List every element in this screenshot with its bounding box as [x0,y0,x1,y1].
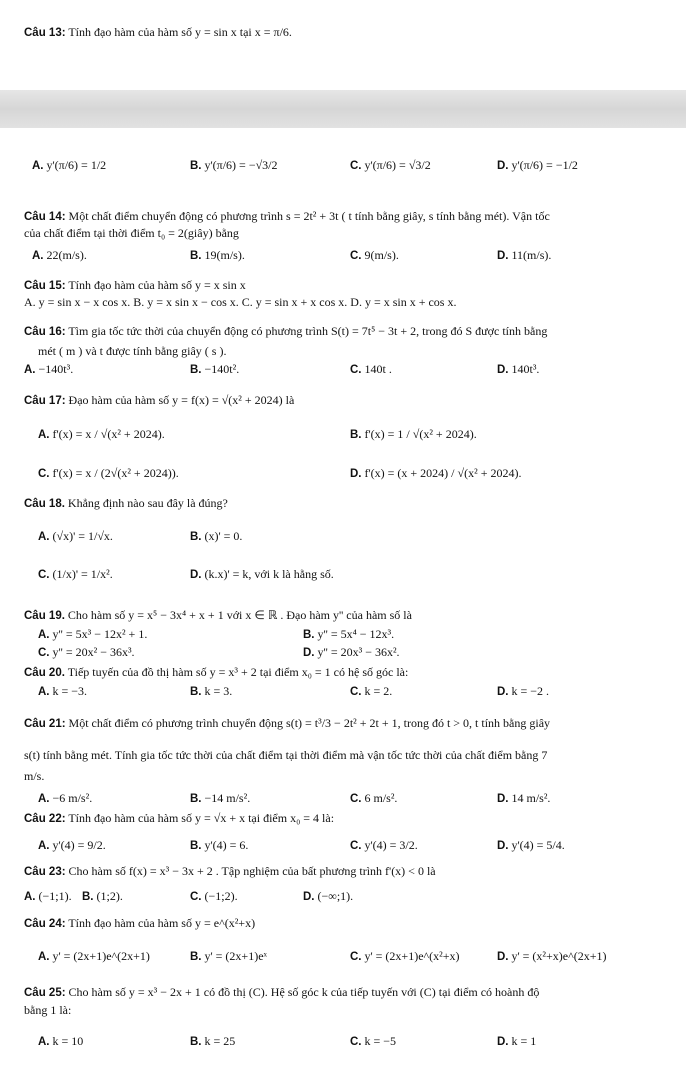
answer-option: B. (x)' = 0. [190,529,243,543]
answer-option: A. y'(4) = 9/2. [38,838,106,852]
answer-option: C. y'(4) = 3/2. [350,838,418,852]
answer-option: D. 11(m/s). [497,248,552,262]
answer-option: A. y' = (2x+1)e^(2x+1) [38,949,150,963]
answer-option: B. −140t². [190,362,240,376]
answer-option: B. y'(4) = 6. [190,838,249,852]
answer-option: A. −140t³. [24,362,74,376]
answer-option: D. 140t³. [497,362,540,376]
option-d: D. y'(π/6) = −1/2 [497,158,578,172]
answer-option: A. (−1;1). [24,889,72,903]
answer-option: D. f'(x) = (x + 2024) / √(x² + 2024). [350,466,522,480]
answer-option: A. f'(x) = x / √(x² + 2024). [38,427,165,441]
question-22: Câu 22: Tính đạo hàm của hàm số y = √x + x tại điểm x₀ = 4 là: [24,811,335,825]
answer-option: D. y'(4) = 5/4. [497,838,565,852]
answer-option: D. y' = (x²+x)e^(2x+1) [497,949,607,963]
question-18: Câu 18. Khẳng định nào sau đây là đúng? [24,496,228,510]
question-14: Câu 14: Một chất điểm chuyển động có phương trình s = 2t² + 3t ( t tính bằng giây, s tính bằng mét). Vận tốc [24,209,550,223]
answer-option: A. 22(m/s). [32,248,87,262]
answer-option: B. 19(m/s). [190,248,245,262]
answer-option: D. k = −2 . [497,684,550,698]
answer-option: D. (k.x)' = k, với k là hằng số. [190,567,334,581]
answer-option: B. k = 3. [190,684,233,698]
question-19: Câu 19. Cho hàm số y = x⁵ − 3x⁴ + x + 1 với x ∈ ℝ . Đạo hàm y'' của hàm số là [24,608,412,622]
option-c: C. y'(π/6) = √3/2 [350,158,431,172]
question-23: Câu 23: Cho hàm số f(x) = x³ − 3x + 2 . Tập nghiệm của bất phương trình f'(x) < 0 là [24,864,436,878]
answer-option: A. (√x)' = 1/√x. [38,529,113,543]
text-line: mét ( m ) và t được tính bằng giây ( s ). [38,344,227,358]
question-13 [24,25,292,40]
question-15: Câu 15: Tính đạo hàm của hàm số y = x sin x [24,278,246,292]
answer-option: B. y' = (2x+1)eˣ [190,949,267,963]
text-line: m/s. [24,769,45,783]
answer-option: B. f'(x) = 1 / √(x² + 2024). [350,427,477,441]
answer-option: C. y' = (2x+1)e^(x²+x) [350,949,460,963]
answer-option: C. y'' = 20x² − 36x³. [38,645,135,659]
question-25: Câu 25: Cho hàm số y = x³ − 2x + 1 có đồ thị (C). Hệ số góc k của tiếp tuyến với (C) tại điểm có hoành độ [24,985,540,999]
question-label: Câu 13: [24,27,66,39]
answer-option: C. (1/x)' = 1/x². [38,567,113,581]
answer-option: B. y'' = 5x⁴ − 12x³. [303,627,395,641]
answer-option: C. 6 m/s². [350,791,398,805]
question-15-options: A. y = sin x − x cos x. B. y = x sin x − cos x. C. y = sin x + x cos x. D. y = x sin x + cos x. [24,295,457,309]
question-text: Tính đạo hàm của hàm số y = sin x tại x = π/6. [68,25,292,39]
page-break-band [0,90,686,128]
question-17: Câu 17: Đạo hàm của hàm số y = f(x) = √(x² + 2024) là [24,393,295,407]
answer-option: A. k = 10 [38,1034,84,1048]
answer-option: B. −14 m/s². [190,791,251,805]
answer-option: D. 14 m/s². [497,791,551,805]
answer-option: D. k = 1 [497,1034,537,1048]
answer-option: C. 140t . [350,362,392,376]
question-24: Câu 24: Tính đạo hàm của hàm số y = e^(x²+x) [24,916,256,930]
option-a: A. y'(π/6) = 1/2 [32,158,107,172]
answer-option: D. (−∞;1). [303,889,354,903]
answer-option: C. k = 2. [350,684,393,698]
option-b: B. y'(π/6) = −√3/2 [190,158,278,172]
answer-option: B. k = 25 [190,1034,236,1048]
question-20: Câu 20. Tiếp tuyến của đồ thị hàm số y = x³ + 2 tại điểm x₀ = 1 có hệ số góc là: [24,665,409,679]
text-line: bằng 1 là: [24,1003,72,1017]
answer-option: C. k = −5 [350,1034,397,1048]
answer-option: C. 9(m/s). [350,248,399,262]
text-line: s(t) tính bằng mét. Tính gia tốc tức thời của chất điểm tại thời điểm mà vận tốc tức thời của chất điểm bằng 7 [24,748,548,762]
answer-option: C. f'(x) = x / (2√(x² + 2024)). [38,466,179,480]
answer-option: B. (1;2). [82,889,123,903]
question-21: Câu 21: Một chất điểm có phương trình chuyển động s(t) = t³/3 − 2t² + 2t + 1, trong đó t > 0, t tính bằng giây [24,716,551,730]
question-16: Câu 16: Tìm gia tốc tức thời của chuyển động có phương trình S(t) = 7t⁵ − 3t + 2, trong đó S được tính bằng [24,324,548,338]
answer-option: A. y'' = 5x³ − 12x² + 1. [38,627,148,641]
answer-option: D. y'' = 20x³ − 36x². [303,645,400,659]
answer-option: A. k = −3. [38,684,88,698]
question-14-cont: của chất điểm tại thời điểm t₀ = 2(giây) bằng [24,226,239,240]
answer-option: C. (−1;2). [190,889,238,903]
answer-option: A. −6 m/s². [38,791,93,805]
